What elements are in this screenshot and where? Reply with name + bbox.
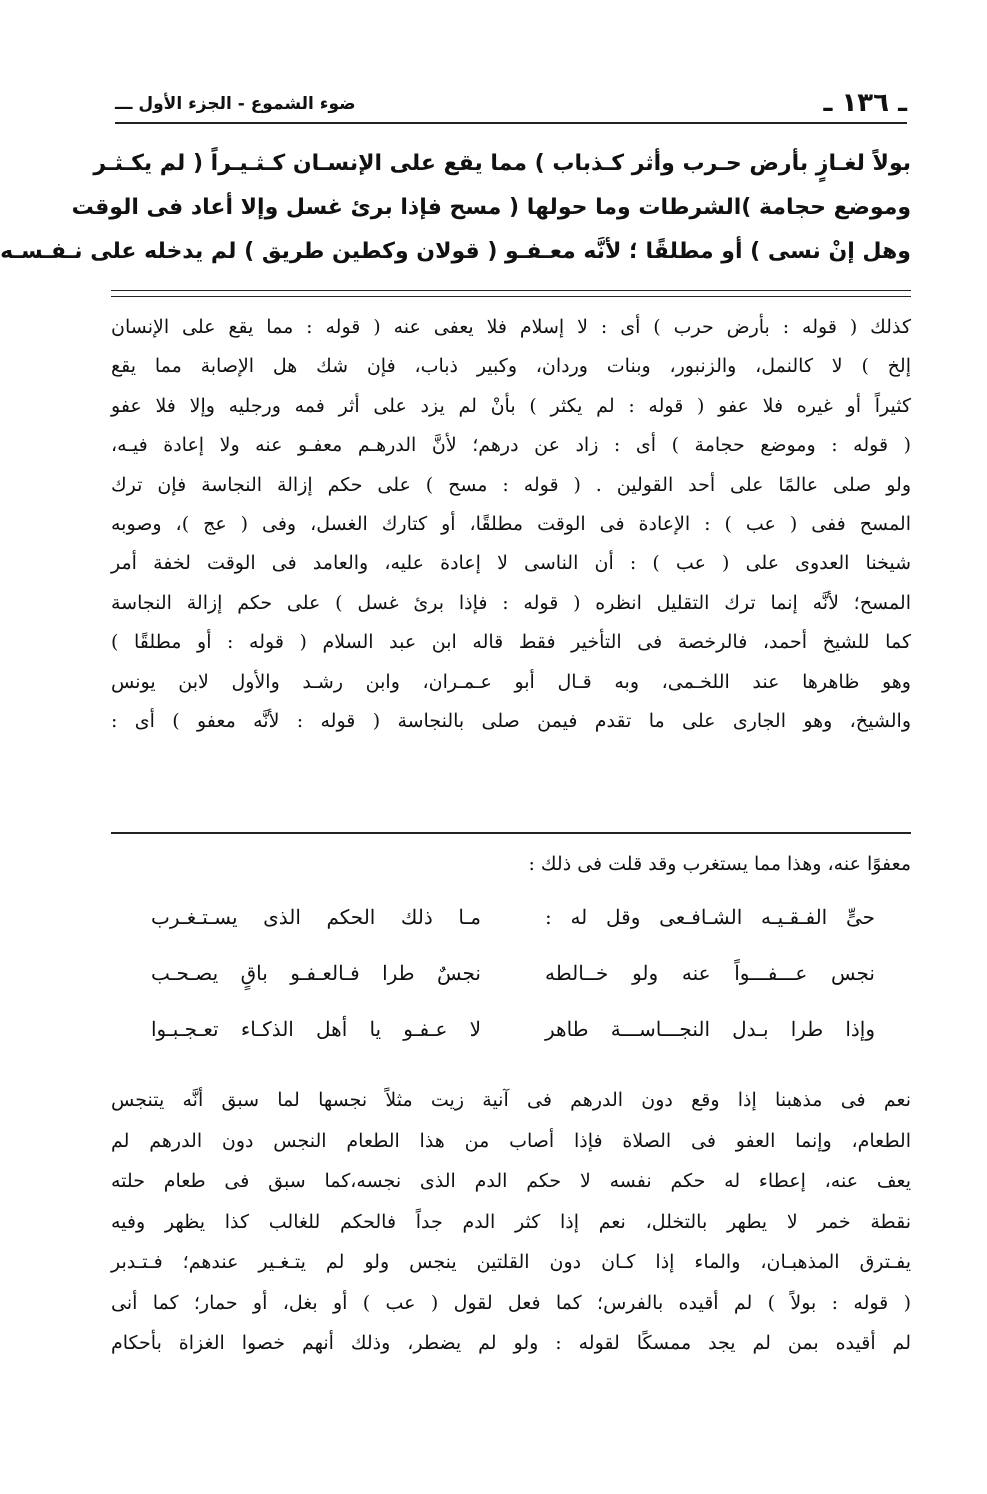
header-rule — [115, 122, 907, 124]
gloss-intro — [111, 845, 911, 883]
poem-verse — [151, 953, 875, 1009]
main-text-line: وموضع حجامة )الشرطات وما حولها ( مسح فإذا برئ غسل وإلا أعاد فى الوقت — [71, 195, 911, 220]
poem-verse — [151, 1009, 875, 1065]
commentary-line: شيخنا العدوى على ( عب ) : أن الناسى لا إعادة عليه، والعامد فى الوقت لخفة أمر — [111, 552, 911, 575]
commentary-divider — [111, 832, 911, 834]
gloss-line: يفـترق المذهبـان، والماء إذا كـان دون القلتين ينجس ولو لم يتـغـير عندهم؛ فـتـدبر — [111, 1251, 911, 1273]
poem-second-hemistich: لا عـفـو يا أهل الذكـاء تعـجـبـوا — [151, 1017, 481, 1041]
main-text-line: وهل إنْ نسى ) أو مطلقًا ؛ لأنَّه معـفـو ( قولان وكطين طريق ) لم يدخله على نـفـسـه — [0, 239, 911, 264]
commentary-line: وهو ظاهرها عند اللخـمى، وبه قـال أبو عـمـران، وابن رشـد والأول لابن يونس — [111, 670, 911, 693]
commentary-line: كما للشيخ أحمد، فالرخصة فى التأخير فقط قاله ابن عبد السلام ( قوله : أو مطلقًا ) — [111, 631, 911, 654]
gloss-intro-line: معفوًا عنه، وهذا مما يستغرب وقد قلت فى ذلك : — [528, 853, 911, 875]
main-text-divider — [111, 290, 911, 297]
running-title: ضوء الشموع - الجزء الأول ـــ — [115, 94, 356, 114]
main-text-line: بولاً لغـازٍ بأرض حـرب وأثر كـذباب ) مما يقع على الإنسـان كـثـيـراً ( لم يكـثـر — [93, 151, 911, 176]
poem-first-hemistich: وإذا طرا بـدل النجـــاســـة طاهر — [545, 1017, 875, 1041]
commentary-line: كذلك ( قوله : بأرض حرب ) أى : لا إسلام فلا يعفى عنه ( قوله : مما يقع على الإنسان — [111, 316, 911, 338]
gloss-line: نعم فى مذهبنا إذا وقع دون الدرهم فى آنية زيت مثلاً نجسها لما سبق أنَّه يتنجس — [111, 1089, 911, 1111]
poem-first-hemistich: نجس عـــفـــواً عنه ولو خــالطه — [545, 961, 875, 985]
gloss-line: يعف عنه، إعطاء له حكم نفسه لا حكم الدم الذى نجسه،كما سبق فى طعام حلته — [111, 1170, 911, 1192]
commentary-line: ولو صلى عالمًا على أحد القولين . ( قوله : مسح ) على حكم إزالة النجاسة فإن ترك — [111, 473, 911, 496]
commentary-line: المسح؛ لأنَّه إنما ترك التقليل انظره ( قوله : فإذا برئ غسل ) على حكم إزالة النجاسة — [111, 591, 911, 614]
poem-first-hemistich: حىٍّ الفـقـيـه الشـافـعى وقل له : — [545, 905, 875, 929]
gloss-prose-block — [111, 1080, 911, 1364]
commentary-line: المسح ففى ( عب ) : الإعادة فى الوقت مطلقًا، أو كتارك الغسل، وفى ( عج )، وصوبه — [111, 513, 911, 536]
poem-verse — [151, 897, 875, 953]
commentary-line: إلخ ) لا كالنمل، والزنبور، وبنات وردان، وكبير ذباب، فإن شك هل الإصابة مما يقع — [111, 355, 911, 378]
gloss-line: الطعام، وإنما العفو فى الصلاة فإذا أصاب من هذا الطعام النجس دون الدرهم لم — [111, 1129, 911, 1152]
poem-second-hemistich: مـا ذلك الحكم الذى يسـتـغـرب — [151, 905, 481, 929]
poem-block — [151, 897, 875, 1065]
commentary-line: كثيراً أو غيره فلا عفو ( قوله : لم يكثر ) بأنْ لم يزد على أثر فمه ورجليه وإلا فلا عفو — [111, 394, 911, 417]
page-header — [115, 86, 907, 126]
main-text-block — [0, 142, 911, 274]
page-number: ـ ١٣٦ ـ — [823, 88, 907, 118]
commentary-block — [111, 308, 911, 741]
gloss-line: لم أقيده بمن لم يجد ممسكًا لقوله : ولو لم يضطر، وذلك أنهم خصوا الغزاة بأحكام — [111, 1332, 911, 1354]
commentary-line: ( قوله : وموضع حجامة ) أى : زاد عن درهم؛ لأنَّ الدرهـم معفـو عنه ولا إعادة فيـه، — [111, 434, 911, 457]
gloss-line: ( قوله : بولاً ) لم أقيده بالفرس؛ كما فعل لقول ( عب ) أو بغل، أو حمار؛ كما أنى — [111, 1291, 911, 1314]
commentary-line: والشيخ، وهو الجارى على ما تقدم فيمن صلى بالنجاسة ( قوله : لأنَّه معفو ) أى : — [111, 710, 911, 733]
gloss-line: نقطة خمر لا يطهر بالتخلل، نعم إذا كثر الدم جداً فالحكم للغالب كذا يظهر وفيه — [111, 1210, 911, 1233]
poem-second-hemistich: نجسٌ طرا فـالعـفـو باقٍ يصـحـب — [151, 961, 481, 985]
